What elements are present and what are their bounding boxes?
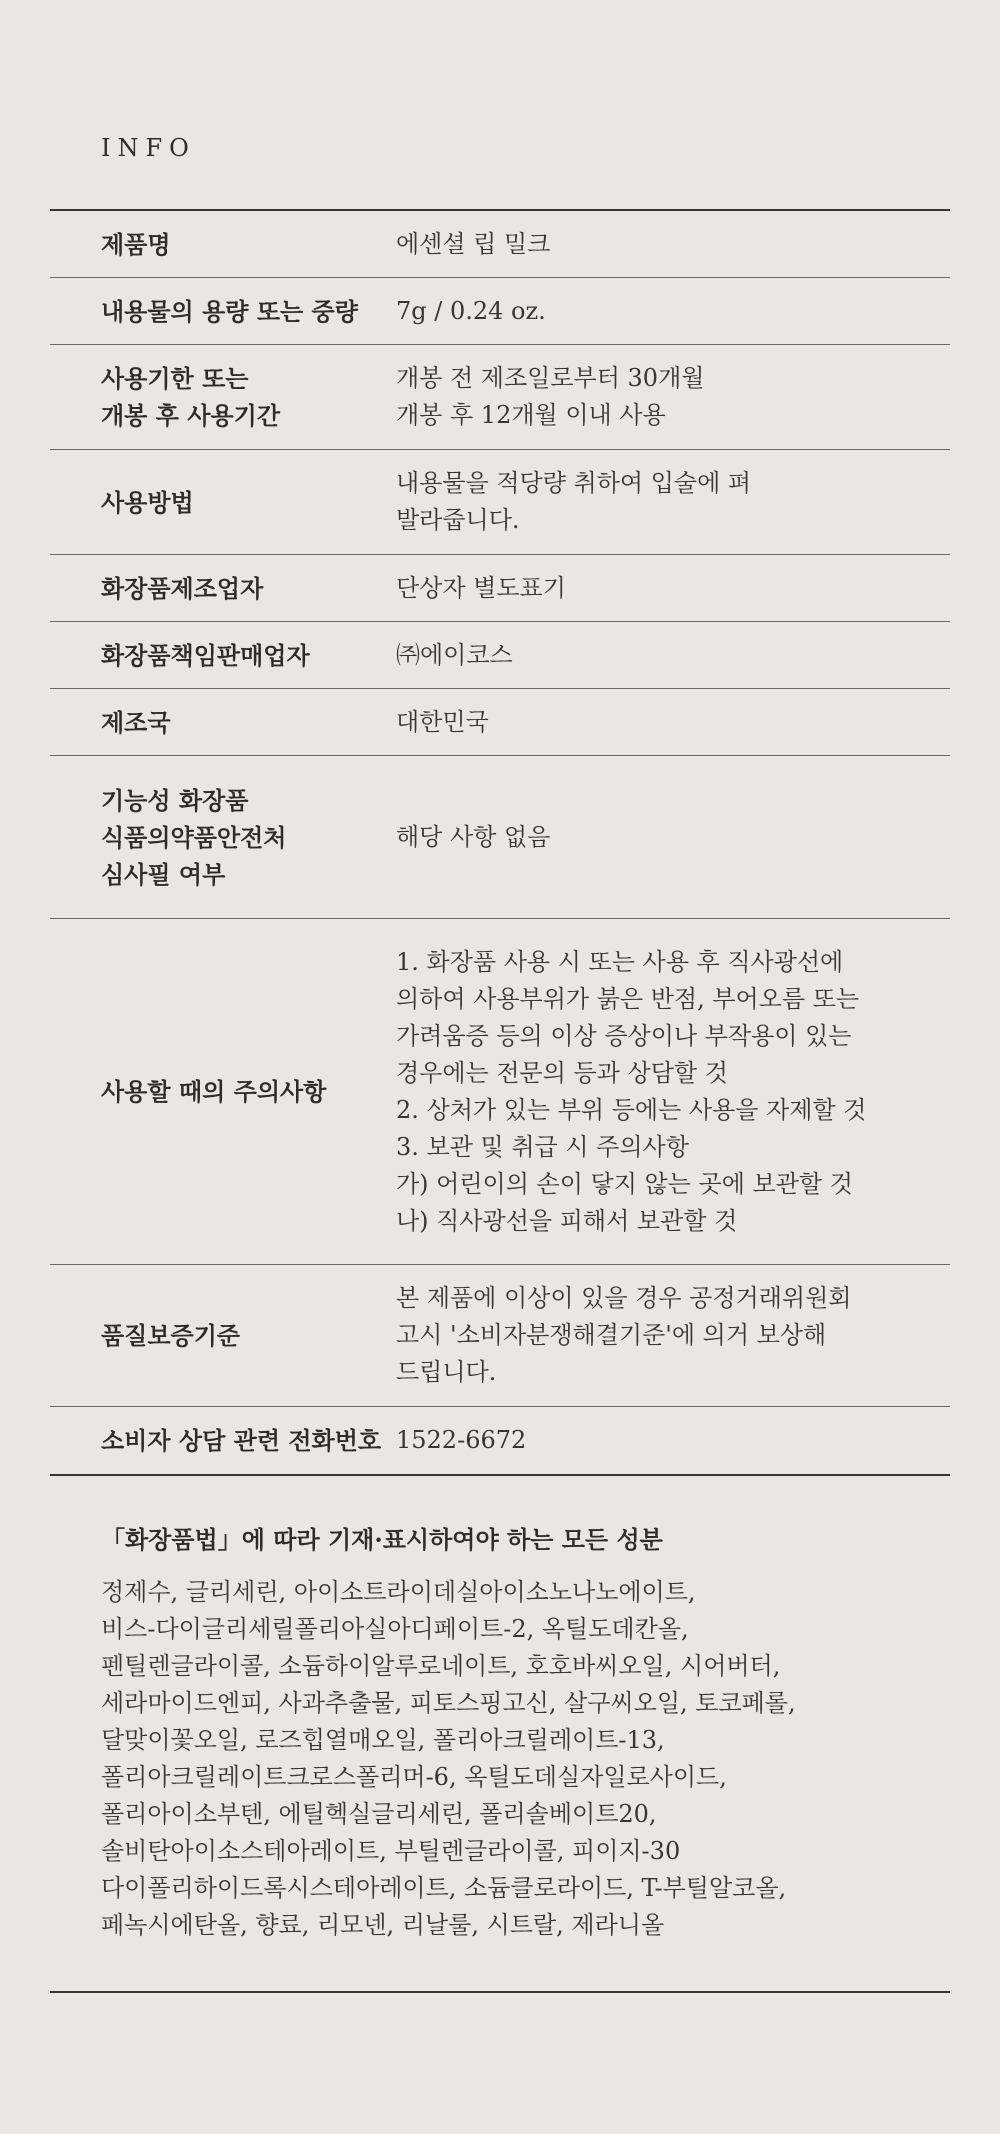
info-value: 본 제품에 이상이 있을 경우 공정거래위원회 고시 '소비자분쟁해결기준'에 의거 보상해 드립니다.: [396, 1284, 852, 1386]
info-label: 사용할 때의 주의사항: [101, 1077, 327, 1106]
info-row-product-name: [50, 211, 950, 278]
section-title: INFO: [101, 134, 196, 162]
info-value: ㈜에이코스: [396, 640, 513, 669]
info-label: 소비자 상담 관련 전화번호: [101, 1426, 382, 1455]
info-value: 1. 화장품 사용 시 또는 사용 후 직사광선에 의하여 사용부위가 붉은 반점, 부어오름 또는 가려움증 등의 이상 증상이나 부작용이 있는 경우에는 전문의 등과 상담할 것 2. 상처가 있는 부위 등에는 사용을 자제할 것 3. 보관 및 취급 시 주의사항 가) 어린이의 손이 닿지 않는 곳에 보관할 것 나) 직사광선을 피해서 보관할 것: [396, 947, 867, 1235]
info-label: 제조국: [101, 707, 171, 737]
info-row-country: [50, 689, 950, 756]
info-value: 대한민국: [396, 707, 489, 736]
ingredients-list: 정제수, 글리세린, 아이소트라이데실아이소노나노에이트, 비스-다이글리세릴폴리아실아디페이트-2, 옥틸도데칸올, 펜틸렌글라이콜, 소듐하이알루로네이트, 호호바씨오일, 시어버터, 세라마이드엔피, 사과추출물, 피토스핑고신, 살구씨오일, 토코페롤, 달맞이꽃오일, 로즈힙열매오일, 폴리아크릴레이트-13, 폴리아크릴레이트크로스폴리머-6, 옥틸도데실자일로사이드, 폴리아이소부텐, 에틸헥실글리세린, 폴리솔베이트20, 솔비탄아이소스테아레이트, 부틸렌글라이콜, 피이지-30 다이폴리하이드록시스테아레이트, 소듐클로라이드, T-부틸알코올, 페녹시에탄올, 향료, 리모넨, 리날룰, 시트랄, 제라니올: [101, 1578, 796, 1939]
info-row-manufacturer: [50, 555, 950, 622]
info-label: 내용물의 용량 또는 중량: [101, 296, 358, 326]
info-row-precautions: [50, 919, 950, 1265]
info-table: [50, 209, 950, 1476]
bottom-divider: [50, 1991, 950, 1993]
info-row-usage: [50, 450, 950, 555]
info-value: 7g / 0.24 oz.: [396, 296, 546, 325]
info-label: 사용방법: [101, 487, 194, 517]
info-value: 내용물을 적당량 취하여 입술에 펴 발라줍니다.: [396, 469, 752, 534]
info-row-volume: [50, 278, 950, 345]
info-row-functional-review: [50, 756, 950, 919]
info-row-phone: [50, 1407, 950, 1474]
info-row-expiry: [50, 345, 950, 450]
info-label: 사용기한 또는 개봉 후 사용기간: [101, 364, 280, 430]
info-label: 품질보증기준: [101, 1321, 241, 1350]
ingredients-heading: 「화장품법」에 따라 기재·표시하여야 하는 모든 성분: [101, 1525, 663, 1554]
info-label: 기능성 화장품 식품의약품안전처 심사필 여부: [101, 785, 287, 889]
info-value: 에센셜 립 밀크: [396, 229, 551, 258]
info-label: 화장품책임판매업자: [101, 640, 310, 670]
info-label: 제품명: [101, 229, 171, 259]
info-value: 개봉 전 제조일로부터 30개월 개봉 후 12개월 이내 사용: [396, 364, 705, 429]
info-value: 단상자 별도표기: [396, 573, 566, 602]
info-value: 해당 사항 없음: [396, 822, 551, 851]
info-row-distributor: [50, 622, 950, 689]
info-value: 1522-6672: [396, 1426, 527, 1454]
info-label: 화장품제조업자: [101, 573, 264, 603]
info-row-quality-guarantee: [50, 1265, 950, 1407]
